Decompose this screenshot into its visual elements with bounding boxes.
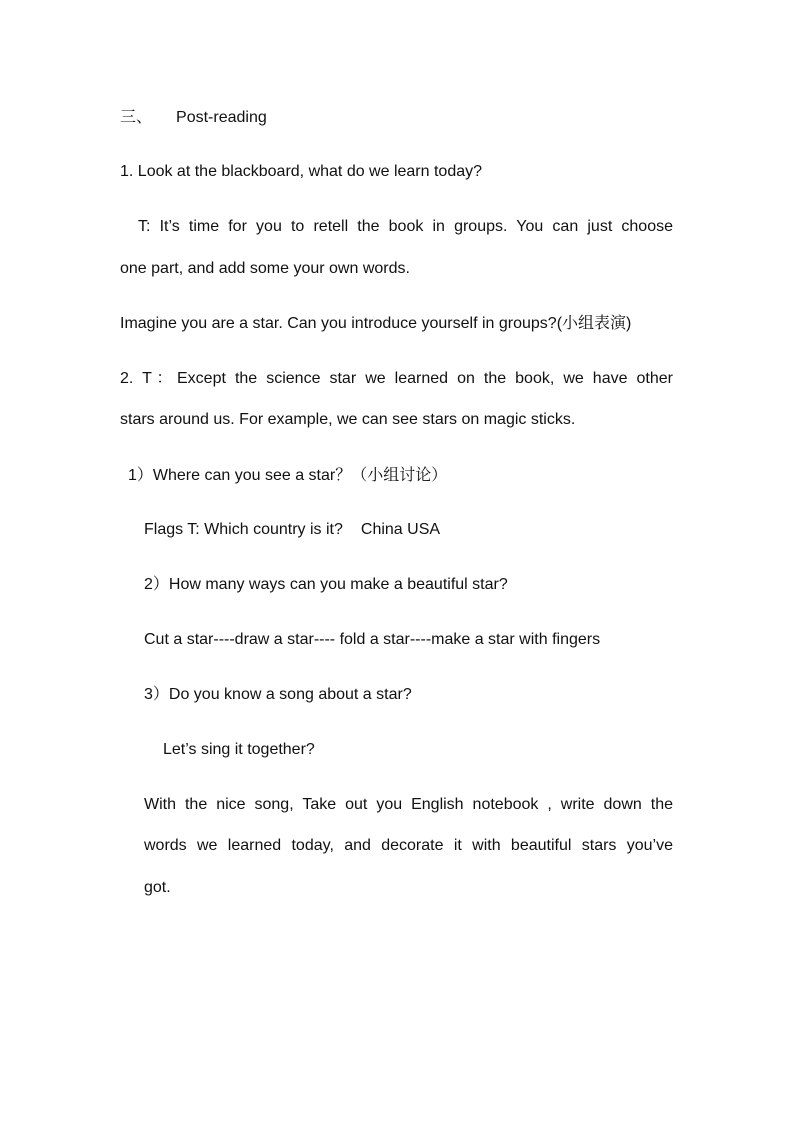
- question-1: 1. Look at the blackboard, what do we learn today?: [120, 163, 483, 180]
- section-heading: [120, 108, 267, 128]
- teacher-instruction-line-1: T: It’s time for you to retell the book in groups. You can just choose: [138, 218, 673, 235]
- question-2-line-2: stars around us. For example, we can see stars on magic sticks.: [120, 411, 576, 428]
- star-making-ways: Cut a star----draw a star---- fold a star----make a star with fingers: [144, 631, 601, 648]
- sing-together: Let’s sing it together?: [163, 741, 315, 758]
- sub-question-3: 3）Do you know a song about a star?: [144, 686, 412, 703]
- sub-question-2: 2）How many ways can you make a beautiful star?: [144, 576, 508, 593]
- section-title: Post-reading: [176, 109, 267, 126]
- homework-line-1: With the nice song, Take out you English notebook , write down the: [144, 796, 673, 813]
- flags-line: [144, 520, 440, 540]
- homework-line-2: words we learned today, and decorate it with beautiful stars you’ve: [144, 837, 673, 854]
- section-number: 三、: [120, 109, 153, 126]
- sub-question-1: 1）Where can you see a star？（小组讨论）: [128, 467, 448, 484]
- question-2-line-1: 2. T：Except the science star we learned on the book, we have other: [120, 370, 673, 387]
- imagine-activity: Imagine you are a star. Can you introduce yourself in groups?(小组表演): [120, 315, 632, 332]
- flags-answer: China USA: [360, 521, 441, 538]
- flags-question: Flags T: Which country is it?: [144, 521, 343, 538]
- homework-line-3: got.: [144, 879, 171, 896]
- teacher-instruction-line-2: one part, and add some your own words.: [120, 260, 410, 277]
